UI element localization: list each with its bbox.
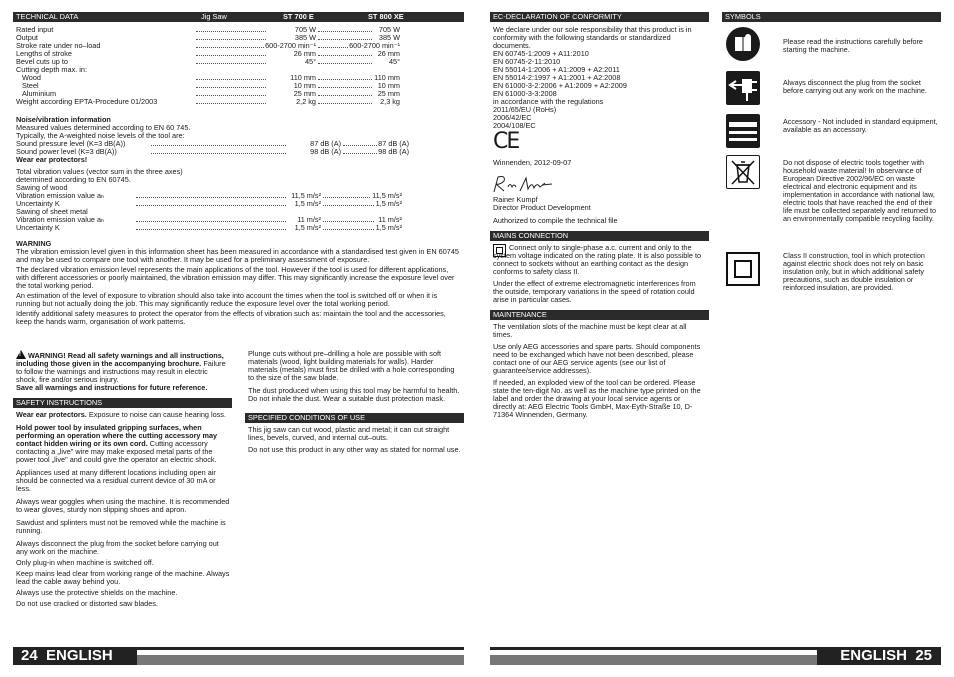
ec-declaration-header (490, 12, 709, 22)
data-row (16, 140, 416, 148)
safety-instructions-body (16, 411, 230, 608)
vibration-intro-1: Total vibration values (vector sum in the three axes) (16, 167, 183, 176)
ec-standard-line: EN 55014-2:1997 + A1:2001 + A2:2008 (493, 73, 621, 82)
safety-p2-bold: Hold power tool by insulated gripping surfaces, when performing an operation where the cutting accessory may contact hidden wiring or its own cord. (16, 423, 218, 448)
row-value-2: 385 W (378, 34, 400, 42)
row-label: Bevel cuts up to (16, 58, 68, 66)
leader-dots (196, 58, 266, 64)
maintenance-title: MAINTENANCE (493, 310, 547, 319)
safety-p6: Always disconnect the plug from the socket before carrying out any work on the machine. (16, 539, 219, 556)
mains-connection-body (493, 244, 705, 304)
row-value-1: 25 mm (293, 90, 316, 98)
warning-section (16, 240, 460, 326)
sawing-wood-label: Sawing of wood (16, 183, 68, 192)
model-column-label: Jig Saw (201, 12, 227, 21)
row-label: Sound power level (K=3 dB(A)) (16, 148, 117, 156)
leader-dots (196, 50, 266, 56)
footer-label-box (13, 647, 137, 665)
footer-language: ENGLISH (840, 647, 907, 664)
leader-dots (323, 200, 374, 206)
wood-vibration-table (16, 192, 416, 208)
row-value-2: 11 m/s² (378, 216, 402, 224)
maintenance-header (490, 310, 709, 320)
plunge-cuts-paragraph: Plunge cuts without pre–drilling a hole are possible with soft materials (wood, light building materials for walls). Harder materials (metals) must first be drilled with a hole corresponding to the size of the saw blade. (248, 349, 455, 382)
safety-instructions-header (13, 398, 232, 408)
signatory-name: Rainer Kumpf (493, 195, 538, 204)
safety-p4: Always wear goggles when using the machine. It is recommended to wear gloves, sturdy non slipping shoes and apron. (16, 497, 230, 514)
data-row (16, 200, 416, 208)
authorized-note: Authorized to compile the technical file (493, 216, 618, 225)
ec-declaration-body (493, 26, 705, 130)
ec-standard-line: 2004/108/EC (493, 121, 536, 130)
safety-p7: Only plug-in when machine is switched off. (16, 558, 154, 567)
data-row (16, 26, 416, 34)
leader-dots (343, 140, 381, 146)
mains-connection-title: MAINS CONNECTION (493, 231, 569, 240)
specified-conditions-header (245, 413, 464, 423)
technical-data-table (16, 26, 416, 106)
safety-column (16, 350, 230, 392)
row-value-1: 87 dB (A) (310, 140, 341, 148)
noise-table (16, 140, 416, 156)
data-row (16, 66, 416, 74)
data-row (16, 58, 416, 66)
warning-paragraph-3: An estimation of the level of exposure to vibration should also take into account the times when the tool is switched off or when it is running but not actually doing the job. This may significantly reduce the exposure level over the total working period. (16, 291, 438, 308)
row-value-1: 385 W (294, 34, 316, 42)
leader-dots (136, 200, 286, 206)
safety-p2: Cutting accessory contacting a „live" wire may make exposed metal parts of the power tool „live" and could give the operator an electric shock. (16, 439, 217, 464)
maintenance-p3: If needed, an exploded view of the tool can be ordered. Please state the ten-digit No. as well as the machine type printed on the label and order the drawing at your local service agents or directly at: AEG Electric Tools GmbH, Max-Eyth-Straße 10, D-71364 Winnenden, Germany. (493, 378, 701, 419)
leader-dots (318, 90, 372, 96)
row-value-2: 98 dB (A) (378, 148, 409, 156)
row-label: Vibration emission value aₕ (16, 216, 104, 224)
data-row (16, 74, 416, 82)
row-label: Rated input (16, 26, 54, 34)
signature-image (490, 173, 560, 195)
technical-data-title: TECHNICAL DATA (16, 12, 79, 21)
ec-standards-list (493, 50, 705, 130)
row-value-1: 10 mm (293, 82, 316, 90)
data-row (16, 42, 416, 50)
row-value-2: 25 mm (377, 90, 400, 98)
row-value-1: 11,5 m/s² (291, 192, 321, 200)
ec-signatory (493, 196, 705, 225)
signatory-role: Director Product Development (493, 203, 591, 212)
leader-dots (343, 148, 381, 154)
data-row (16, 192, 416, 200)
leader-dots (323, 224, 374, 230)
row-value-2: 1,5 m/s² (375, 224, 402, 232)
specified-conditions-body (248, 426, 462, 454)
noise-title: Noise/vibration information (16, 115, 111, 124)
row-label: Output (16, 34, 38, 42)
warning-title: WARNING (16, 239, 52, 248)
ec-standard-line: EN 60745-1:2009 + A11:2010 (493, 49, 589, 58)
warning-triangle-icon (16, 350, 26, 359)
mains-p1: Connect only to single-phase a.c. current and only to the system voltage indicated on the rating plate. It is also possible to connect to sockets without an earthing contact as the design conforms to safety class II. (493, 243, 702, 276)
noise-intro-1: Measured values determined according to EN 60 745. (16, 123, 191, 132)
data-row (16, 224, 416, 232)
row-label: Uncertainty K (16, 224, 60, 232)
specified-conditions-title: SPECIFIED CONDITIONS OF USE (248, 413, 366, 422)
row-value-1: 1,5 m/s² (294, 224, 321, 232)
symbols-header (722, 12, 941, 22)
sheet-vibration-table (16, 216, 416, 232)
safety-p3: Appliances used at many different locations including open air should be connected via a residual current device of 30 mA or less. (16, 468, 216, 493)
sawing-sheet-label: Sawing of sheet metal (16, 207, 88, 216)
symbol-text-unplug: Always disconnect the plug from the socket before carrying out any work on the machine. (783, 78, 927, 95)
data-row (16, 82, 416, 90)
row-label: Weight according EPTA-Procedure 01/2003 (16, 98, 158, 106)
row-label: Vibration emission value aₕ (16, 192, 104, 200)
symbol-text-weee: Do not dispose of electric tools together with household waste material! In observance of European Directive 2002/96/EC on waste electrical and electronic equipment and its implementation in accordance with national law, electric tools that have reached the end of their life must be collected separately and returned to an environmentally compatible recycling facility. (783, 158, 937, 223)
safety-p5: Sawdust and splinters must not be removed while the machine is running. (16, 518, 226, 535)
row-value-1: 11 m/s² (297, 216, 321, 224)
row-value-2: 26 mm (377, 50, 400, 58)
leader-dots (318, 34, 372, 40)
ec-standard-line: EN 61000-3-2:2006 + A1:2009 + A2:2009 (493, 81, 627, 90)
row-value-2: 1,5 m/s² (375, 200, 402, 208)
specified-conditions-p1: This jig saw can cut wood, plastic and metal; it can cut straight lines, bevels, curved, and internal cut–outs. (248, 425, 450, 442)
ec-declaration-title: EC-DECLARATION OF CONFORMITY (493, 12, 622, 21)
leader-dots (196, 34, 266, 40)
row-value-1: 2,2 kg (296, 98, 316, 106)
accessory-icon (726, 114, 760, 148)
weee-bin-icon (726, 155, 760, 189)
data-row (16, 216, 416, 224)
data-row (16, 90, 416, 98)
leader-dots (151, 148, 286, 154)
row-value-2: 11,5 m/s² (372, 192, 402, 200)
technical-data-header (13, 12, 464, 22)
maintenance-p1: The ventilation slots of the machine must be kept clear at all times. (493, 322, 687, 339)
symbols-title: SYMBOLS (725, 12, 761, 21)
row-value-2: 10 mm (377, 82, 400, 90)
ear-protectors-note: Wear ear protectors! (16, 155, 88, 164)
read-manual-icon (726, 27, 760, 61)
dust-paragraph: The dust produced when using this tool may be harmful to health. Do not inhale the dust. Wear a suitable dust protection mask. (248, 386, 460, 403)
maintenance-body (493, 323, 705, 419)
row-value-2: 87 dB (A) (378, 140, 409, 148)
row-value-1: 600-2700 min⁻¹ (265, 42, 316, 50)
ec-standard-line: 2006/42/EC (493, 113, 532, 122)
symbol-text-read-manual: Please read the instructions carefully before starting the machine. (783, 37, 923, 54)
ec-standard-line: EN 55014-1:2006 + A1:2009 + A2:2011 (493, 65, 620, 74)
page-number: 24 (21, 647, 38, 664)
leader-dots (196, 82, 266, 88)
specified-conditions-p2: Do not use this product in any other way as stated for normal use. (248, 445, 461, 454)
leader-dots (151, 140, 286, 146)
leader-dots (318, 98, 372, 104)
leader-dots (318, 58, 372, 64)
safety-p9: Always use the protective shields on the machine. (16, 588, 178, 597)
class-ii-icon (726, 252, 760, 286)
noise-intro-2: Typically, the A-weighted noise levels of the tool are: (16, 131, 185, 140)
symbol-text-accessory: Accessory - Not included in standard equipment, available as an accessory. (783, 117, 938, 134)
ec-standard-line: in accordance with the regulations (493, 97, 604, 106)
mains-connection-header (490, 231, 709, 241)
leader-dots (318, 26, 372, 32)
row-value-2: 705 W (378, 26, 400, 34)
safety-warning-bold: WARNING! Read all safety warnings and all instructions, including those given in the accompanying brochure. (16, 351, 224, 368)
row-value-2: 110 mm (374, 74, 400, 82)
column-st800xe: ST 800 XE (368, 12, 404, 21)
data-row (16, 98, 416, 106)
footer-grey-bar (137, 655, 464, 665)
safety-p1: Exposure to noise can cause hearing loss. (86, 410, 226, 419)
row-label: Aluminium (22, 90, 57, 98)
maintenance-p2: Use only AEG accessories and spare parts. Should components need to be exchanged which have not been described, please contact one of our AEG service agents (see our list of guarantee/service addresses). (493, 342, 701, 375)
safety-warning-text: Failure to follow the warnings and instructions may result in electric shock, fire and/or serious injury. (16, 359, 226, 384)
noise-section (16, 116, 456, 232)
safety-warning-block (16, 350, 230, 392)
data-row (16, 50, 416, 58)
row-label: Cutting depth max. in: (16, 66, 87, 74)
leader-dots (318, 74, 372, 80)
leader-dots (318, 82, 372, 88)
column-st700e: ST 700 E (283, 12, 314, 21)
row-value-1: 1,5 m/s² (294, 200, 321, 208)
vibration-intro-2: determined according to EN 60745. (16, 175, 131, 184)
leader-dots (196, 42, 266, 48)
unplug-icon (726, 71, 760, 105)
footer-grey-bar (490, 655, 817, 665)
right-footer (490, 647, 941, 665)
row-value-1: 98 dB (A) (310, 148, 341, 156)
safety-save-note: Save all warnings and instructions for future reference. (16, 383, 208, 392)
footer-language: ENGLISH (46, 647, 113, 664)
row-label: Uncertainty K (16, 200, 60, 208)
row-label: Sound pressure level (K=3 dB(A)) (16, 140, 126, 148)
safety-p1-bold: Wear ear protectors. (16, 410, 87, 419)
data-row (16, 34, 416, 42)
leader-dots (323, 216, 374, 222)
ec-place-date: Winnenden, 2012-09-07 (493, 158, 572, 167)
ec-intro: We declare under our sole responsibility that this product is in conformity with the following standards or standardized documents. (493, 25, 692, 50)
data-row (16, 148, 416, 156)
leader-dots (196, 90, 266, 96)
leader-dots (196, 98, 266, 104)
leader-dots (136, 192, 286, 198)
safety-instructions-title: SAFETY INSTRUCTIONS (16, 398, 103, 407)
leader-dots (136, 224, 286, 230)
warning-paragraph-4: Identify additional safety measures to protect the operator from the effects of vibration such as: maintain the tool and the accessories, keep the hands warm, organisation of work patterns. (16, 309, 446, 326)
leader-dots (196, 26, 266, 32)
row-label: Stroke rate under no–load (16, 42, 101, 50)
leader-dots (318, 50, 372, 56)
warning-paragraph-1: The vibration emission level given in this information sheet has been measured in accordance with a standardised test given in EN 60745 and may be used to compare one tool with another. It may be used for a preliminary assessment of exposure. (16, 247, 459, 264)
mains-p2: Under the effect of extreme electromagnetic interferences from the outside, temporary variations in the speed of rotation could arise in particular cases. (493, 279, 696, 304)
row-value-1: 45° (304, 58, 316, 66)
safety-p10: Do not use cracked or distorted saw blades. (16, 599, 158, 608)
row-value-1: 110 mm (290, 74, 316, 82)
ce-mark: CE (493, 129, 519, 154)
row-value-1: 26 mm (293, 50, 316, 58)
row-label: Wood (22, 74, 41, 82)
row-label: Lengths of stroke (16, 50, 72, 58)
row-value-2: 45° (388, 58, 400, 66)
ec-standard-line: EN 60745-2-11:2010 (493, 57, 561, 66)
row-value-1: 705 W (294, 26, 316, 34)
footer-label-box (817, 647, 941, 665)
warning-paragraph-2: The declared vibration emission level represents the main applications of the tool. However if the tool is used for different applications, with different accessories or poorly maintained, the vibration emission may differ. This may significantly increase the exposure level over the total working period. (16, 265, 455, 290)
leader-dots (323, 192, 374, 198)
usage-column (248, 350, 462, 403)
leader-dots (196, 74, 266, 80)
leader-dots (136, 216, 286, 222)
page-number: 25 (915, 647, 932, 664)
ec-standard-line: 2011/65/EU (RoHs) (493, 105, 557, 114)
left-footer (13, 647, 464, 665)
ec-standard-line: EN 61000-3-3:2008 (493, 89, 557, 98)
symbol-text-class-ii: Class II construction, tool in which protection against electric shock does not rely on basic insulation only, but in which additional safety precautions, such as double insulation or reinforced insulation, are provided. (783, 251, 925, 292)
row-value-2: 2,3 kg (380, 98, 400, 106)
safety-p8: Keep mains lead clear from working range of the machine. Always lead the cable away behind you. (16, 569, 230, 586)
row-label: Steel (22, 82, 39, 90)
row-value-2: 600-2700 min⁻¹ (349, 42, 400, 50)
